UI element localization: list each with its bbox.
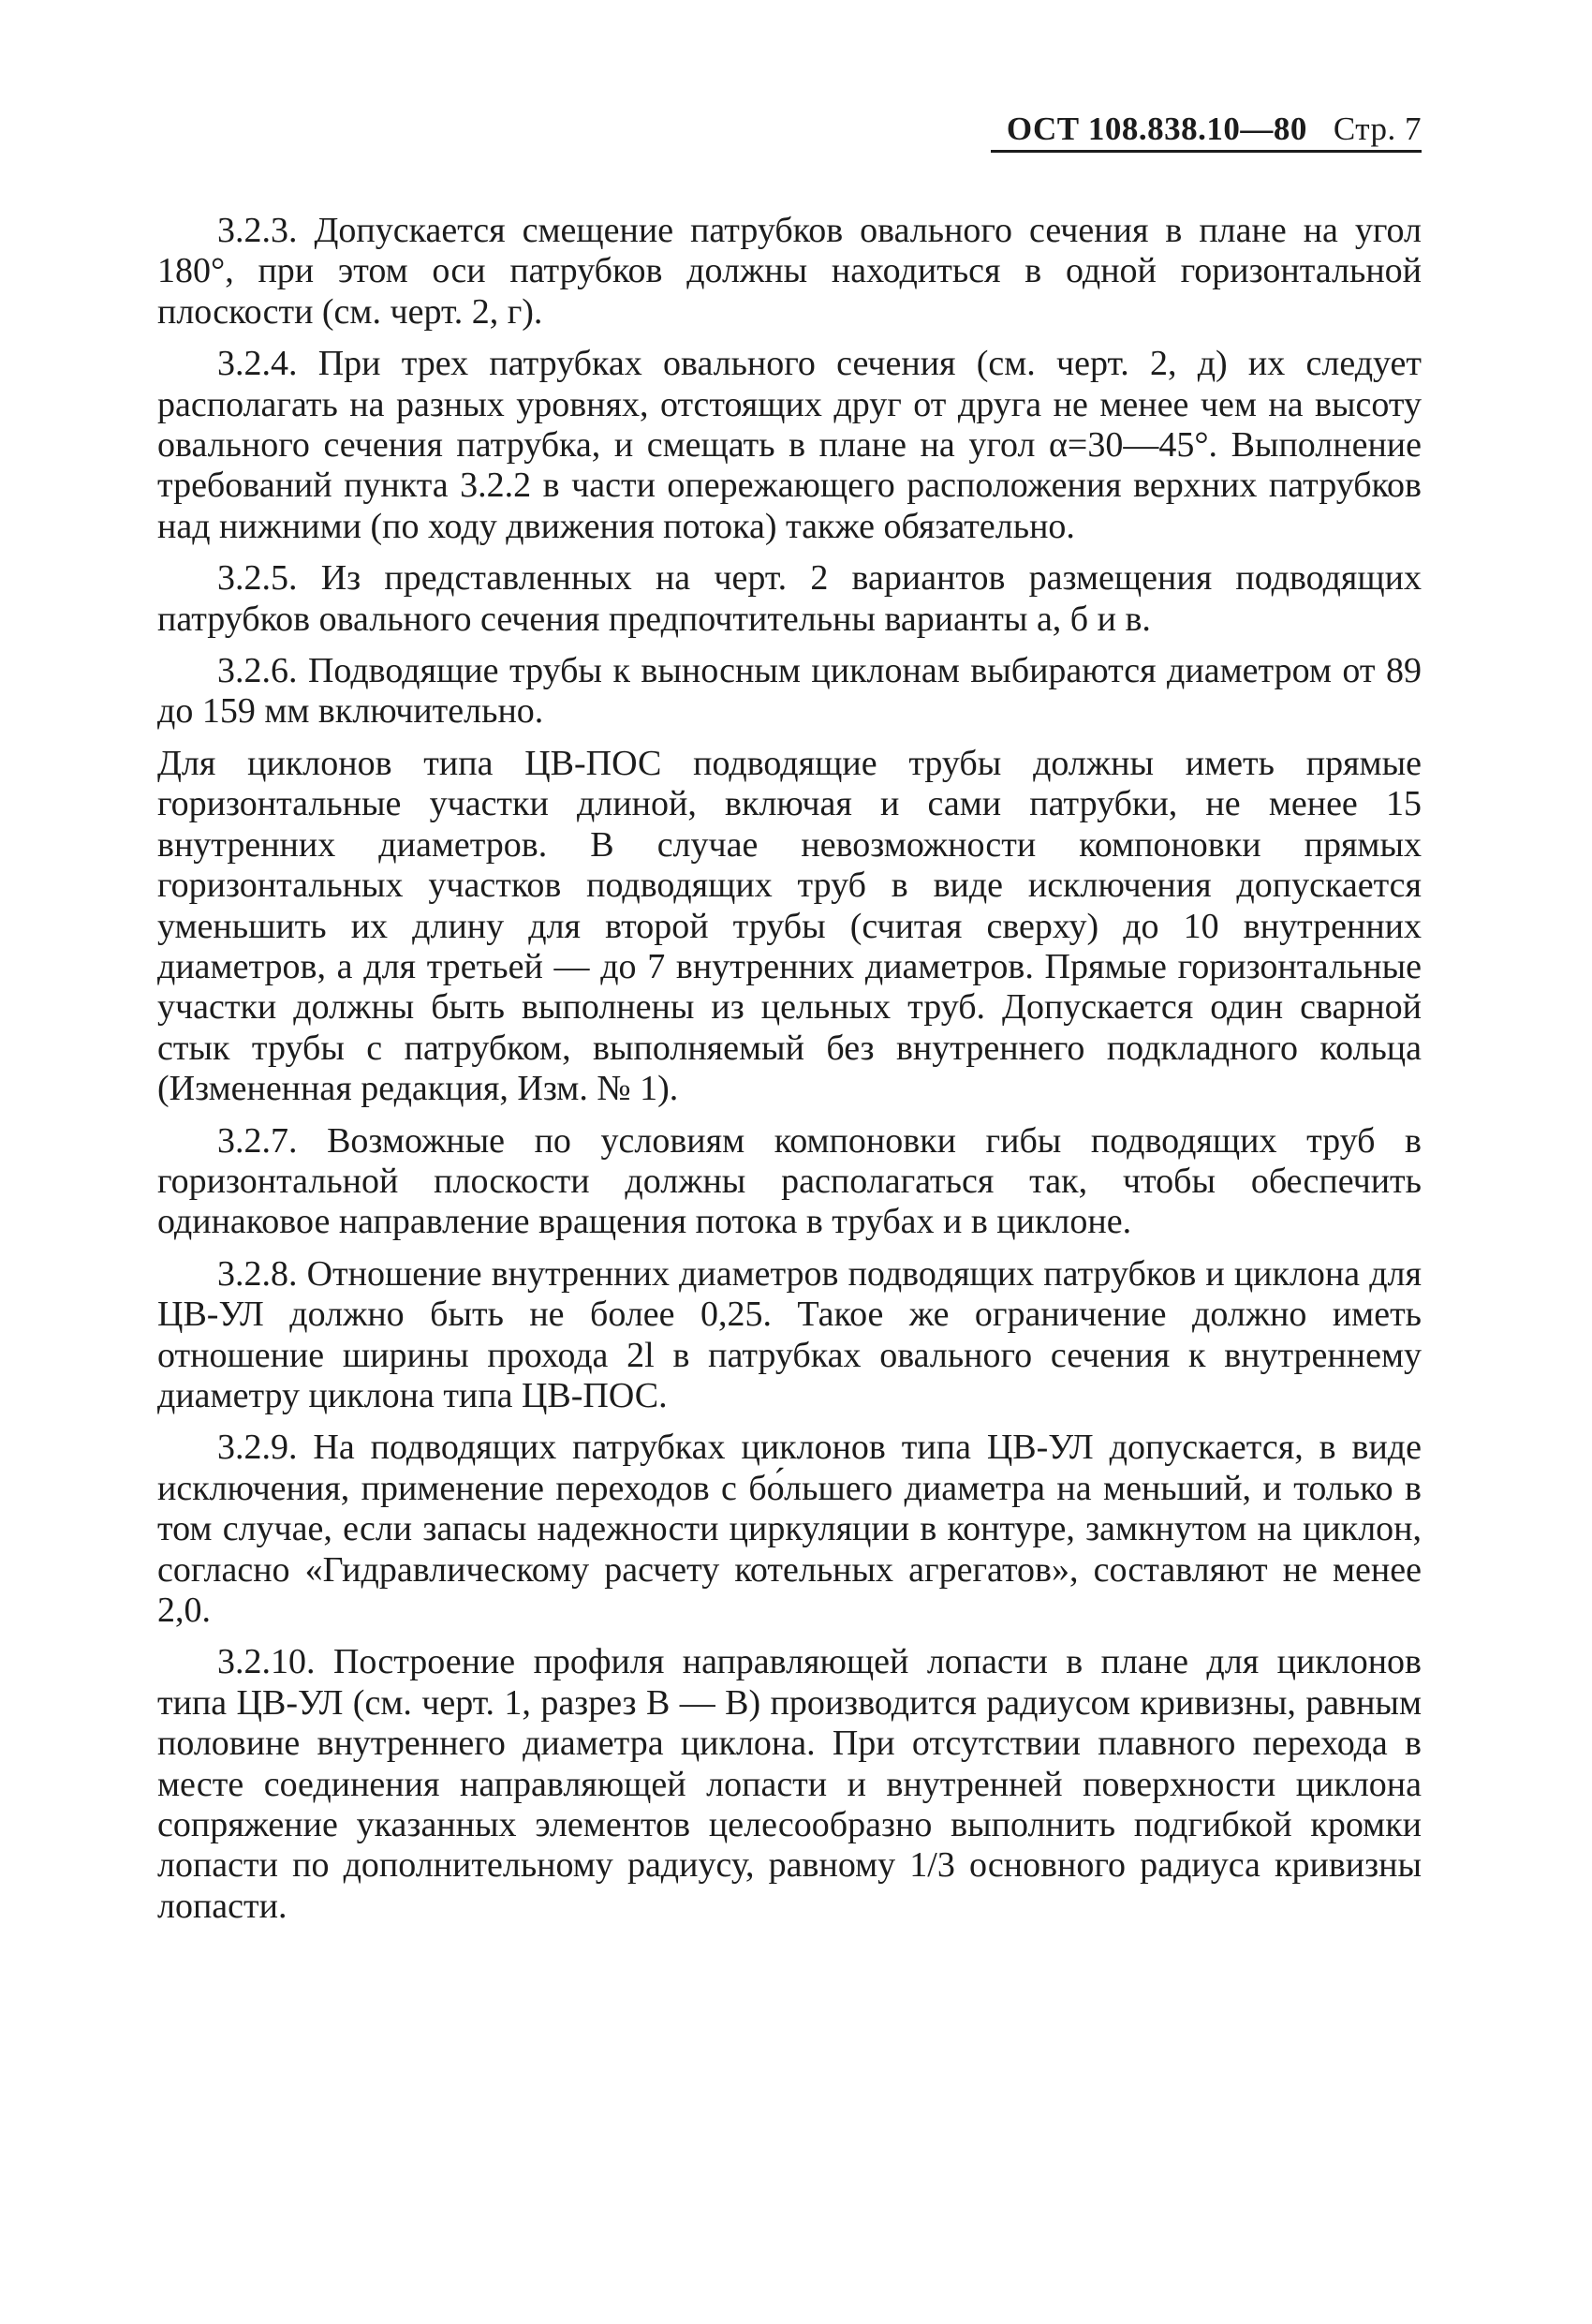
page-header <box>991 111 1422 153</box>
paragraph-tsv-pos-pipes: Для циклонов типа ЦВ-ПОС подводящие трубы должны иметь прямые горизонтальные участки длиной, включая и сами патрубки, не менее 15 внутренних диаметров. В случае невозможности компоновки прямых горизонтальных участков подводящих труб в виде исключения допускается уменьшить их длину для второй трубы (считая сверху) до 10 внутренних диаметров, а для третьей — до 7 внутренних диаметров. Прямые горизонтальные участки должны быть выполнены из цельных труб. Допускается один сварной стык трубы с патрубком, выполняемый без внутреннего подкладного кольца (Измененная редакция, Изм. № 1). <box>157 743 1422 1109</box>
paragraph-3-2-5: 3.2.5. Из представленных на черт. 2 вариантов размещения подводящих патрубков овального сечения предпочтительны варианты а, б и в. <box>157 558 1422 639</box>
paragraph-3-2-9: 3.2.9. На подводящих патрубках циклонов типа ЦВ-УЛ допускается, в виде исключения, применение переходов с бо́льшего диаметра на меньший, и только в том случае, если запасы надежности циркуляции в контуре, замкнутом на циклон, согласно «Гидравлическому расчету котельных агрегатов», составляют не менее 2,0. <box>157 1428 1422 1630</box>
standard-code: ОСТ 108.838.10—80 <box>1006 111 1307 147</box>
page-number: Стр. 7 <box>1333 111 1422 147</box>
paragraph-3-2-10: 3.2.10. Построение профиля направляющей лопасти в плане для циклонов типа ЦВ-УЛ (см. черт. 1, разрез В — В) производится радиусом кривизны, равным половине внутреннего диаметра циклона. При отсутствии плавного перехода в месте соединения направляющей лопасти и внутренней поверхности циклона сопряжение указанных элементов целесообразно выполнить подгибкой кромки лопасти по дополнительному радиусу, равному 1/3 основного радиуса кривизны лопасти. <box>157 1642 1422 1926</box>
paragraph-3-2-7: 3.2.7. Возможные по условиям компоновки гибы подводящих труб в горизонтальной плоскости должны располагаться так, чтобы обеспечить одинаковое направление вращения потока в трубах и в циклоне. <box>157 1120 1422 1242</box>
paragraph-3-2-4: 3.2.4. При трех патрубках овального сечения (см. черт. 2, д) их следует располагать на разных уровнях, отстоящих друг от друга не менее чем на высоту овального сечения патрубка, и смещать в плане на угол α=30—45°. Выполнение требований пункта 3.2.2 в части опережающего расположения верхних патрубков над нижними (по ходу движения потока) также обязательно. <box>157 344 1422 546</box>
paragraph-3-2-8: 3.2.8. Отношение внутренних диаметров подводящих патрубков и циклона для ЦВ-УЛ должно быть не более 0,25. Такое же ограничение должно иметь отношение ширины прохода 2l в патрубках овального сечения к внутреннему диаметру циклона типа ЦВ-ПОС. <box>157 1253 1422 1415</box>
document-body <box>157 211 1422 1938</box>
paragraph-3-2-3: 3.2.3. Допускается смещение патрубков овального сечения в плане на угол 180°, при этом оси патрубков должны находиться в одной горизонтальной плоскости (см. черт. 2, г). <box>157 211 1422 332</box>
paragraph-3-2-6: 3.2.6. Подводящие трубы к выносным циклонам выбираются диаметром от 89 до 159 мм включительно. <box>157 651 1422 732</box>
